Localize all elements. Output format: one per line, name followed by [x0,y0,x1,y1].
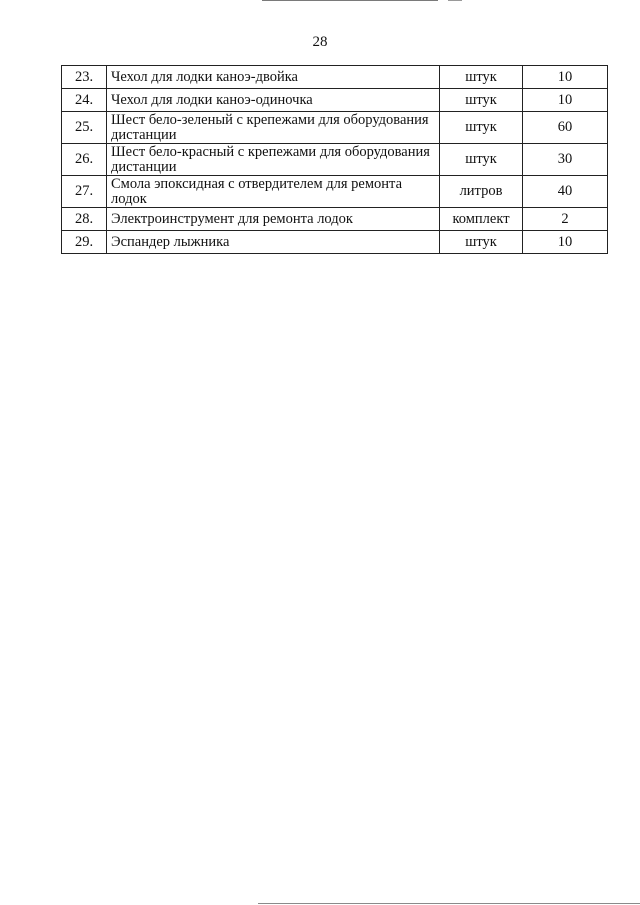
item-unit: штук [440,112,523,144]
table-row [62,66,608,89]
scan-edge-mark [448,0,462,1]
item-name: Чехол для лодки каноэ-двойка [107,66,440,89]
item-quantity: 60 [523,112,608,144]
table-row [62,112,608,144]
item-unit: штук [440,231,523,254]
item-name: Эспандер лыжника [107,231,440,254]
item-quantity: 10 [523,66,608,89]
table-row [62,208,608,231]
table-row [62,89,608,112]
item-quantity: 40 [523,176,608,208]
row-number: 29. [62,231,107,254]
item-unit: штук [440,66,523,89]
row-number: 26. [62,144,107,176]
table-row [62,176,608,208]
item-name: Электроинструмент для ремонта лодок [107,208,440,231]
item-unit: литров [440,176,523,208]
row-number: 25. [62,112,107,144]
items-table [61,65,608,254]
item-quantity: 2 [523,208,608,231]
item-quantity: 10 [523,89,608,112]
table-row [62,144,608,176]
item-name: Шест бело-зеленый с крепежами для оборудования дистанции [107,112,440,144]
page-number: 28 [312,34,328,50]
table-row [62,231,608,254]
item-name: Шест бело-красный с крепежами для оборудования дистанции [107,144,440,176]
row-number: 27. [62,176,107,208]
row-number: 24. [62,89,107,112]
scan-edge-line [262,0,438,1]
row-number: 28. [62,208,107,231]
scan-edge-line-bottom [258,903,640,904]
row-number: 23. [62,66,107,89]
item-unit: комплект [440,208,523,231]
item-quantity: 30 [523,144,608,176]
item-unit: штук [440,89,523,112]
item-unit: штук [440,144,523,176]
item-quantity: 10 [523,231,608,254]
item-name: Смола эпоксидная с отвердителем для ремонта лодок [107,176,440,208]
item-name: Чехол для лодки каноэ-одиночка [107,89,440,112]
